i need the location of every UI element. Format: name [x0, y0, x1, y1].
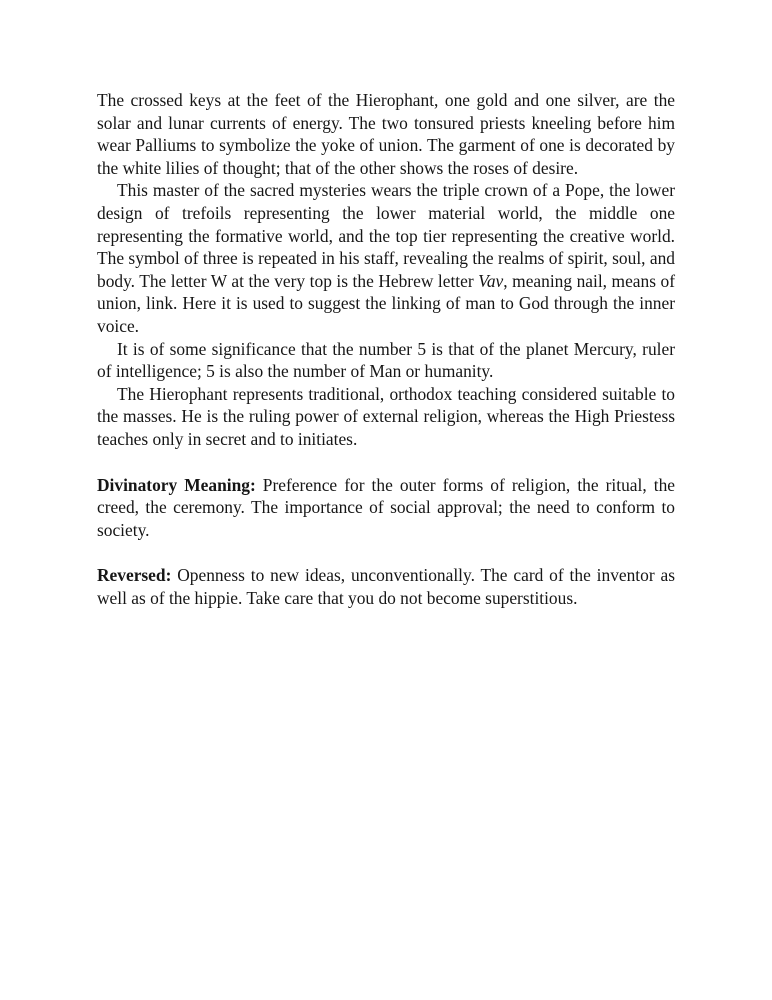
divinatory-paragraph [97, 474, 675, 542]
divinatory-heading: Divinatory Meaning: [97, 474, 256, 495]
reversed-heading: Reversed: [97, 565, 172, 586]
reversed-paragraph [97, 564, 675, 609]
crown-italic-term: Vav [478, 270, 504, 291]
section-gap [97, 541, 675, 564]
reversed-text: Openness to new ideas, unconventionally. The card of the inventor as well as of the hippie. Take care that you do not become superstitious. [97, 565, 675, 608]
crown-paragraph [97, 179, 675, 337]
crown-text-before: This master of the sacred mysteries wears the triple crown of a Pope, the lower design of trefoils representing the lower material world, the middle one representing the formative world, and the top tier representing the creative world. The symbol of three is repeated in his staff, revealing the realms of spirit, soul, and body. The letter W at the very top is the Hebrew letter [97, 180, 675, 291]
crown-text-after: , meaning nail, means of union, link. Here it is used to suggest the linking of man to God through the inner voice. [97, 270, 675, 336]
tradition-paragraph: The Hierophant represents traditional, orthodox teaching considered suitable to the masses. He is the ruling power of external religion, whereas the High Priestess teaches only in secret and to initiates. [97, 383, 675, 449]
keys-paragraph: The crossed keys at the feet of the Hierophant, one gold and one silver, are the solar and lunar currents of energy. The two tonsured priests kneeling before him wear Palliums to symbolize the yoke of union. The garment of one is decorated by the white lilies of thought; that of the other shows the roses of desire. [97, 90, 675, 178]
mercury-paragraph: It is of some significance that the number 5 is that of the planet Mercury, ruler of intelligence; 5 is also the number of Man or humanity. [97, 338, 675, 382]
document-page [97, 89, 675, 609]
section-gap [97, 451, 675, 474]
divinatory-text: Preference for the outer forms of religion, the ritual, the creed, the ceremony. The importance of social approval; the need to conform to society. [97, 474, 675, 540]
